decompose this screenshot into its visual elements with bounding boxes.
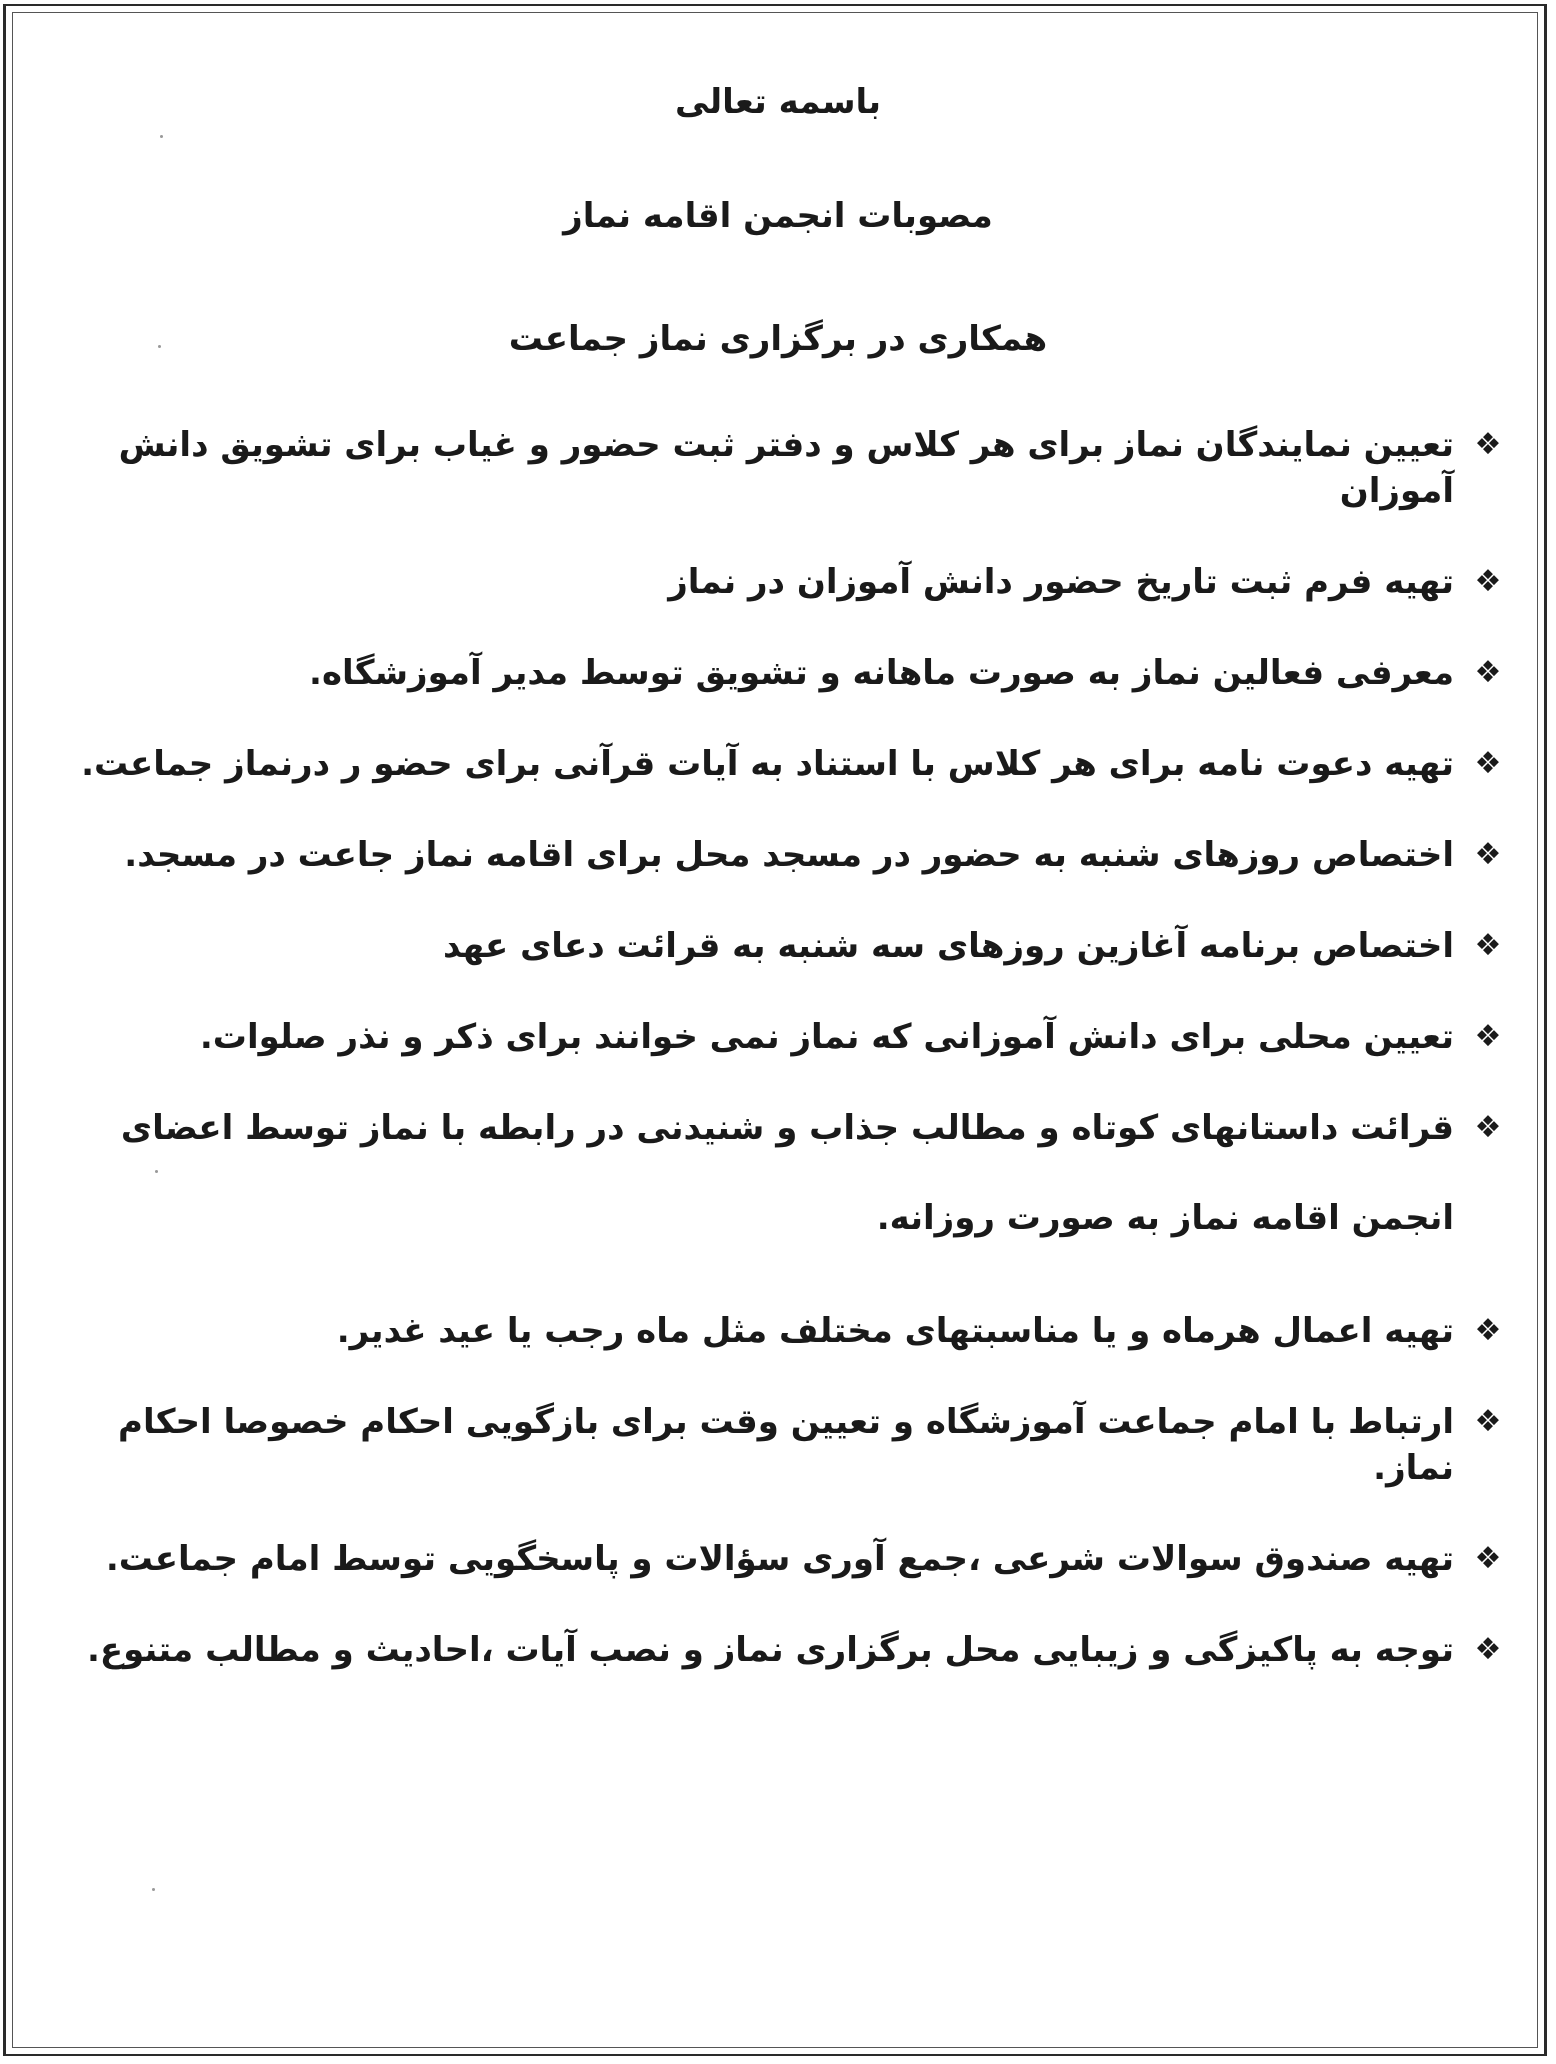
list-item [70,1308,1510,1354]
list-item [70,1105,1510,1263]
list-item [70,923,1510,969]
list-item [70,832,1510,878]
list-item [70,559,1510,605]
list-item-text: اختصاص روزهای شنبه به حضور در مسجد محل برای اقامه نماز جاعت در مسجد. [124,835,1454,875]
list-item [70,422,1510,514]
four-point-star-bullet-icon: ❖ [1474,1019,1502,1054]
four-point-star-bullet-icon: ❖ [1474,655,1502,690]
scan-speck [158,345,161,348]
scan-speck [155,1170,158,1173]
scan-speck [152,1888,155,1891]
four-point-star-bullet-icon: ❖ [1474,1110,1502,1145]
list-item-text: اختصاص برنامه آغازین روزهای سه شنبه به قرائت دعای عهد [442,926,1454,966]
list-item [70,1014,1510,1060]
doc-heading-basmala: باسمه تعالی [674,82,882,122]
list-item-text: معرفی فعالین نماز به صورت ماهانه و تشویق توسط مدیر آموزشگاه. [309,653,1454,693]
four-point-star-bullet-icon: ❖ [1474,837,1502,872]
four-point-star-bullet-icon: ❖ [1474,1313,1502,1348]
four-point-star-bullet-icon: ❖ [1474,427,1502,462]
list-item-text: قرائت داستانهای کوتاه و مطالب جذاب و شنیدنی در رابطه با نماز توسط اعضای انجمن اقامه نماز به صورت روزانه. [120,1108,1454,1238]
four-point-star-bullet-icon: ❖ [1474,1632,1502,1667]
four-point-star-bullet-icon: ❖ [1474,746,1502,781]
four-point-star-bullet-icon: ❖ [1474,1541,1502,1576]
list-item [70,1627,1510,1673]
list-item [70,1399,1510,1491]
list-item [70,1536,1510,1582]
list-item [70,650,1510,696]
list-item-text: تهیه فرم ثبت تاریخ حضور دانش آموزان در نماز [668,562,1454,602]
list-item-text: تهیه دعوت نامه برای هر کلاس با استناد به آیات قرآنی برای حضو ر درنماز جماعت. [81,744,1454,784]
list-item-text: تعیین نمایندگان نماز برای هر کلاس و دفتر ثبت حضور و غیاب برای تشویق دانش آموزان [118,425,1454,511]
list-item-text: ارتباط با امام جماعت آموزشگاه و تعیین وقت برای بازگویی احکام خصوصا احکام نماز. [118,1402,1454,1488]
doc-subtitle: همکاری در برگزاری نماز جماعت [508,319,1048,359]
four-point-star-bullet-icon: ❖ [1474,928,1502,963]
doc-title: مصوبات انجمن اقامه نماز [563,196,993,236]
list-item-text: تعیین محلی برای دانش آموزانی که نماز نمی خوانند برای ذکر و نذر صلوات. [199,1017,1454,1057]
list-item-text: توجه به پاکیزگی و زیبایی محل برگزاری نماز و نصب آیات ،احادیث و مطالب متنوع. [86,1630,1454,1670]
list-item-text: تهیه اعمال هرماه و یا مناسبتهای مختلف مثل ماه رجب یا عید غدیر. [336,1311,1454,1351]
four-point-star-bullet-icon: ❖ [1474,1404,1502,1439]
list-item [70,741,1510,787]
resolutions-list [70,422,1510,1718]
list-item-text: تهیه صندوق سوالات شرعی ،جمع آوری سؤالات و پاسخگویی توسط امام جماعت. [105,1539,1454,1579]
four-point-star-bullet-icon: ❖ [1474,564,1502,599]
scan-speck [160,135,163,138]
